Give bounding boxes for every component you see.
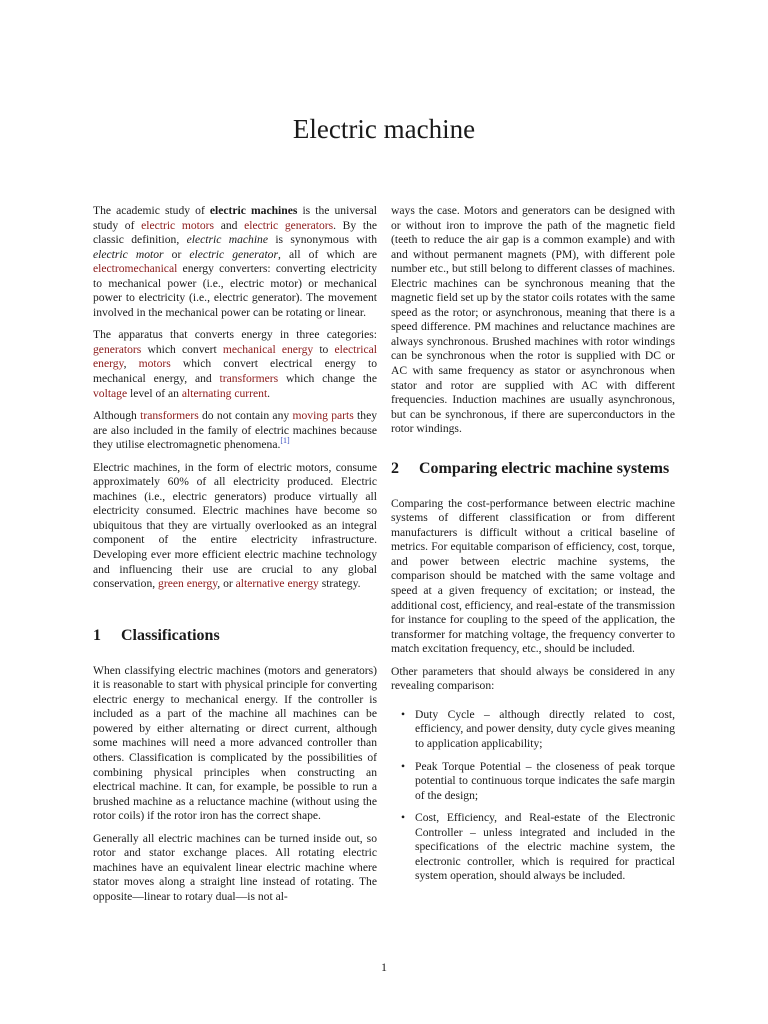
text: , or — [217, 577, 236, 591]
link-alternative-energy[interactable]: alternative energy — [235, 577, 319, 591]
right-column — [391, 204, 675, 892]
link-generators[interactable]: generators — [93, 342, 142, 356]
text: and — [214, 218, 245, 232]
link-transformers[interactable]: transformers — [219, 372, 279, 386]
italic-term: electric machine — [186, 233, 268, 247]
intro-paragraph-4 — [93, 461, 377, 592]
comparison-paragraph-2: Other parameters that should always be considered in any revealing comparison: — [391, 664, 675, 693]
text: which convert electrical energy to mechanical energy, and — [93, 357, 378, 386]
section-1-heading — [93, 626, 377, 646]
link-transformers[interactable]: transformers — [140, 409, 199, 423]
link-voltage[interactable]: voltage — [93, 386, 128, 400]
text: to — [313, 342, 335, 356]
text: or — [163, 247, 190, 261]
link-moving-parts[interactable]: moving parts — [292, 409, 354, 423]
page-title: Electric machine — [292, 114, 476, 144]
intro-paragraph-3 — [93, 409, 377, 453]
link-electric-motors[interactable]: electric motors — [141, 218, 215, 232]
text: . By the classic definition, — [93, 218, 378, 247]
section-number: 2 — [391, 459, 399, 477]
link-green-energy[interactable]: green energy — [158, 577, 218, 591]
italic-term: electric motor — [93, 247, 164, 261]
intro-paragraph-2 — [93, 328, 377, 401]
text: The apparatus that converts energy in three categories: — [93, 328, 377, 342]
section-2-heading — [391, 459, 675, 479]
text: The academic study of — [93, 204, 210, 217]
text: strategy. — [318, 577, 361, 591]
bold-term: electric machines — [209, 204, 298, 217]
text: which change the — [278, 372, 377, 386]
text: , all of which are — [277, 247, 377, 261]
link-mechanical-energy[interactable]: mechanical energy — [222, 342, 314, 356]
list-item: • Peak Torque Potential – the closeness of peak torque potential to continuous torque indicates the safe margin of the design; — [391, 760, 675, 804]
classifications-paragraph-2-continued: ways the case. Motors and generators can be designed with or without iron to improve the path of the magnetic field (teeth to reduce the air gap is a common example) and with and without permanent magnets (PM), with different pole number etc., but still belong to different classes of machines. Electric machines can be synchronous meaning that the magnetic field set up by the stator coils rotates with the same speed as the rotor; or asynchronous, meaning that there is a speed difference. PM machines and reluctance machines are always synchronous. Brushed machines with rotor windings can be synchronous when the rotor is supplied with DC or AC with same frequency as stator or asynchronous when stator and rotor are supplied with AC with different frequencies. Induction machines are usually asynchronous, but can be synchronous, if there are superconductors in the rotor windings. — [391, 204, 675, 436]
link-motors[interactable]: motors — [138, 357, 171, 371]
text: level of an — [127, 386, 182, 400]
list-item: • Duty Cycle – although directly related to cost, efficiency, and power density, duty cycle gives meaning to application applicability; — [391, 708, 675, 752]
left-column — [93, 204, 377, 912]
citation-link[interactable]: [1] — [280, 436, 290, 446]
text: do not contain any — [198, 409, 293, 423]
text: Electric machines, in the form of electric motors, consume approximately 60% of all electricity produced. Electric machines (i.e., electric generators) produce virtually all electricity consumed. Electric machines have become so ubiquitous that they are virtually overlooked as an integral component of the entire electricity infrastructure. Developing ever more efficient electric machine technology and influencing their use are crucial to any global conservation, — [93, 460, 377, 591]
link-alternating-current[interactable]: alternating current — [181, 386, 268, 400]
text: is synonymous with — [267, 233, 377, 247]
classifications-paragraph-1: When classifying electric machines (motors and generators) it is reasonable to start with physical principle for converting electric energy to mechanical energy. If the controller is included as a part of the machine all machines can be powered by either alternating or direct current, although some machines will need a more advanced controller than others. Classification is complicated by the possibilities of combining physical principles when constructing an electrical machine. It can, for example, be possible to run a brushed machine as a reluctance machine (without using the rotor coils) if the rotor iron has the correct shape. — [93, 663, 377, 823]
text: energy converters: converting electricity to mechanical power (i.e., electric motor) or mechanical power to electricity (i.e., electric generator). The movement involved in the mechanical power can be rotating or linear. — [93, 262, 377, 319]
link-electrical-energy[interactable]: electrical energy — [93, 342, 377, 371]
page-number: 1 — [381, 960, 387, 974]
section-title: Classifications — [121, 626, 220, 644]
comparison-parameter-list — [391, 708, 675, 884]
link-electric-generators[interactable]: electric generators — [244, 218, 334, 232]
link-electromechanical[interactable]: electromechanical — [93, 262, 178, 276]
classifications-paragraph-2-start: Generally all electric machines can be turned inside out, so rotor and stator exchange places. All rotating electric machines have an equivalent linear electric machine where stator moves along a straight line instead of rotating. The opposite—linear to rotary dual—is not al- — [93, 831, 377, 903]
text: is the universal study of — [93, 204, 377, 232]
text: . — [267, 386, 271, 400]
section-number: 1 — [93, 626, 101, 644]
text: , — [123, 357, 139, 371]
italic-term: electric generator — [189, 247, 278, 261]
list-item: • Cost, Efficiency, and Real-estate of the Electronic Controller – unless integrated and included in the specifications of the electric machine system, the electronic controller, which is required for practical system operation, should always be included. — [391, 811, 675, 884]
text: they are also included in the family of electric machines because they utilise electromagnetic phenomena. — [93, 409, 378, 452]
text: which convert — [141, 342, 223, 356]
section-title: Comparing electric machine systems — [419, 459, 670, 477]
text: Although — [93, 409, 141, 423]
intro-paragraph-1 — [93, 204, 377, 320]
comparison-paragraph-1: Comparing the cost-performance between electric machine systems of different classification or from different manufacturers is difficult without a critical baseline of metrics. For equitable comparison of efficiency, cost, torque, and power between electric machine systems, the comparison should be matched with the same voltage and speed at a given frequency of excitation; or instead, the additional cost, efficiency, and real-estate of the transmission for instance for coupling to the speed of the application, the transformer for matching voltage, the frequency converter to match excitation frequency, etc., should be included. — [391, 496, 675, 656]
